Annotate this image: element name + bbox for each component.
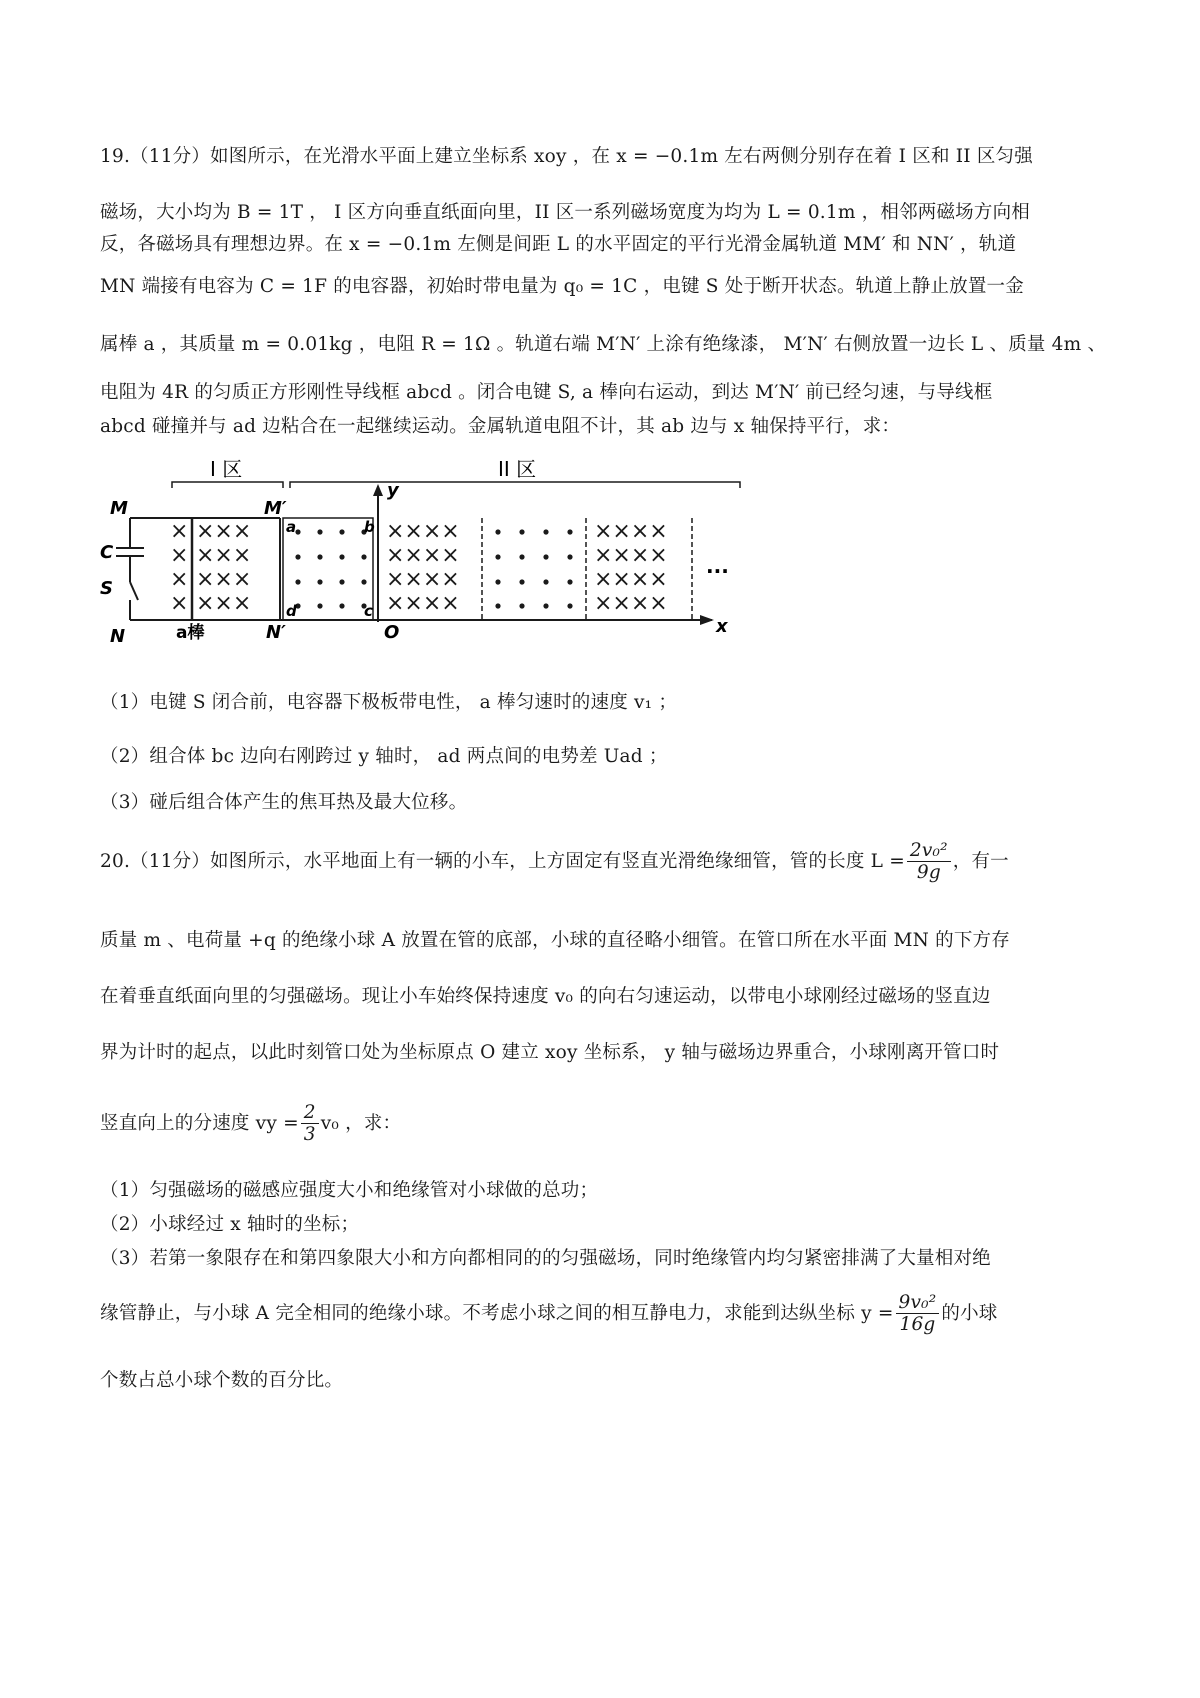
- q19-line-3: 反，各磁场具有理想边界。在 x = −0.1m 左侧是间距 L 的水平固定的平行光滑金属轨道 MM′ 和 NN′ ，轨道: [100, 234, 1017, 255]
- magnetic-field-figure: [100, 457, 820, 702]
- q20-sub-3-line-3: 个数占总小球个数的百分比。: [100, 1370, 344, 1391]
- label-M-prime: M′: [264, 498, 287, 519]
- strip1-crosses: [386, 519, 460, 616]
- q20-sub-3: （3）若第一象限存在和第四象限大小和方向都相同的的匀强磁场，同时绝缘管内均匀紧密排满了大量相对绝: [100, 1248, 991, 1269]
- fraction-y: $\frac{\text{9v₀²}}{16g}$: [896, 1292, 940, 1336]
- q19-line-4: MN 端接有电容为 C = 1F 的电容器，初始时带电量为 q₀ = 1C ，电键 S 处于断开状态。轨道上静止放置一金: [100, 276, 1024, 297]
- label-ellipsis: ···: [706, 559, 729, 583]
- region2-brace: [290, 482, 740, 488]
- svg-text:×: ×: [170, 519, 189, 544]
- label-y: y: [387, 480, 399, 501]
- q19-line-6: 电阻为 4R 的匀质正方形刚性导线框 abcd 。闭合电键 S, a 棒向右运动，到达 M′N′ 前已经匀速，与导线框: [100, 382, 993, 403]
- fraction-L: $\frac{\text{2v₀²}}{9g}$: [907, 840, 951, 884]
- label-a: a: [286, 518, 297, 536]
- svg-text:×: ×: [170, 567, 189, 592]
- svg-text:×: ×: [170, 543, 189, 568]
- q19-sub-3: （3）碰后组合体产生的焦耳热及最大位移。: [100, 792, 468, 813]
- label-c: c: [364, 602, 373, 620]
- q19-line-5: 属棒 a ，其质量 m = 0.01kg ，电阻 R = 1Ω 。轨道右端 M′N′ 上涂有绝缘漆， M′N′ 右侧放置一边长 L 、质量 4m 、: [100, 334, 1107, 355]
- fraction-vy: $\frac{2}{3}$: [301, 1102, 319, 1146]
- q20-sub-3-line-2: 缘管静止，与小球 A 完全相同的绝缘小球。不考虑小球之间的相互静电力，求能到达纵坐标 y = $\frac{\text{9v₀²}}{16g}$ 的小球: [100, 1292, 998, 1336]
- label-b: b: [364, 518, 375, 536]
- svg-text:××××: ××××: [386, 591, 460, 616]
- strip2-dots: [495, 529, 572, 608]
- svg-text:×××: ×××: [196, 543, 252, 568]
- region2-label: II 区: [498, 457, 537, 481]
- svg-text:×: ×: [170, 591, 189, 616]
- label-M: M: [110, 498, 128, 519]
- q20-line-5: 竖直向上的分速度 vy = $\frac{2}{3}$ v₀ ，求：: [100, 1102, 402, 1146]
- svg-text:××××: ××××: [386, 567, 460, 592]
- label-S: S: [100, 578, 113, 599]
- strip3-crosses: [594, 519, 668, 616]
- q20-sub-1: （1）匀强磁场的磁感应强度大小和绝缘管对小球做的总功；: [100, 1180, 599, 1201]
- svg-text:××××: ××××: [594, 591, 668, 616]
- q20-line-1: 20.（11分）如图所示，水平地面上有一辆的小车，上方固定有竖直光滑绝缘细管，管的长度 L = $\frac{\text{2v₀²}}{9g}$ ，有一: [100, 840, 1009, 884]
- q19-line-2: 磁场，大小均为 B = 1T ， I 区方向垂直纸面向里，II 区一系列磁场宽度为均为 L = 0.1m ，相邻两磁场方向相: [100, 202, 1030, 223]
- q19-line-1: 19.（11分）如图所示，在光滑水平面上建立坐标系 xoy ，在 x = −0.1m 左右两侧分别存在着 I 区和 II 区匀强: [100, 146, 1033, 167]
- svg-text:××××: ××××: [386, 543, 460, 568]
- label-N: N: [110, 626, 126, 647]
- svg-text:××××: ××××: [594, 543, 668, 568]
- label-O: O: [384, 622, 400, 643]
- label-C: C: [100, 542, 114, 563]
- label-N-prime: N′: [266, 622, 286, 643]
- svg-text:×××: ×××: [196, 567, 252, 592]
- switch-s: [130, 582, 138, 600]
- q19-sub-2: （2）组合体 bc 边向右刚跨过 y 轴时， ad 两点间的电势差 Uad ；: [100, 746, 668, 767]
- q20-sub-2: （2）小球经过 x 轴时的坐标；: [100, 1214, 360, 1235]
- svg-text:×××: ×××: [196, 519, 252, 544]
- label-x: x: [716, 616, 728, 637]
- q20-line-2: 质量 m 、电荷量 +q 的绝缘小球 A 放置在管的底部，小球的直径略小细管。在管口所在水平面 MN 的下方存: [100, 930, 1010, 951]
- label-rod: a棒: [176, 623, 205, 643]
- label-d: d: [286, 602, 297, 620]
- region1-label: I 区: [210, 457, 243, 481]
- q19-sub-1: （1）电键 S 闭合前，电容器下极板带电性， a 棒匀速时的速度 v₁ ；: [100, 692, 678, 713]
- q20-line-3: 在着垂直纸面向里的匀强磁场。现让小车始终保持速度 v₀ 的向右匀速运动，以带电小球刚经过磁场的竖直边: [100, 986, 991, 1007]
- svg-text:××××: ××××: [594, 519, 668, 544]
- frame-dots: [295, 529, 366, 608]
- q19-line-7: abcd 碰撞并与 ad 边粘合在一起继续运动。金属轨道电阻不计，其 ab 边与 x 轴保持平行，求：: [100, 416, 901, 437]
- q20-line-4: 界为计时的起点，以此时刻管口处为坐标原点 O 建立 xoy 坐标系， y 轴与磁场边界重合，小球刚离开管口时: [100, 1042, 1000, 1063]
- svg-text:××××: ××××: [594, 567, 668, 592]
- region1-brace: [172, 482, 283, 488]
- svg-text:××××: ××××: [386, 519, 460, 544]
- svg-text:×××: ×××: [196, 591, 252, 616]
- region1-crosses: [170, 519, 251, 616]
